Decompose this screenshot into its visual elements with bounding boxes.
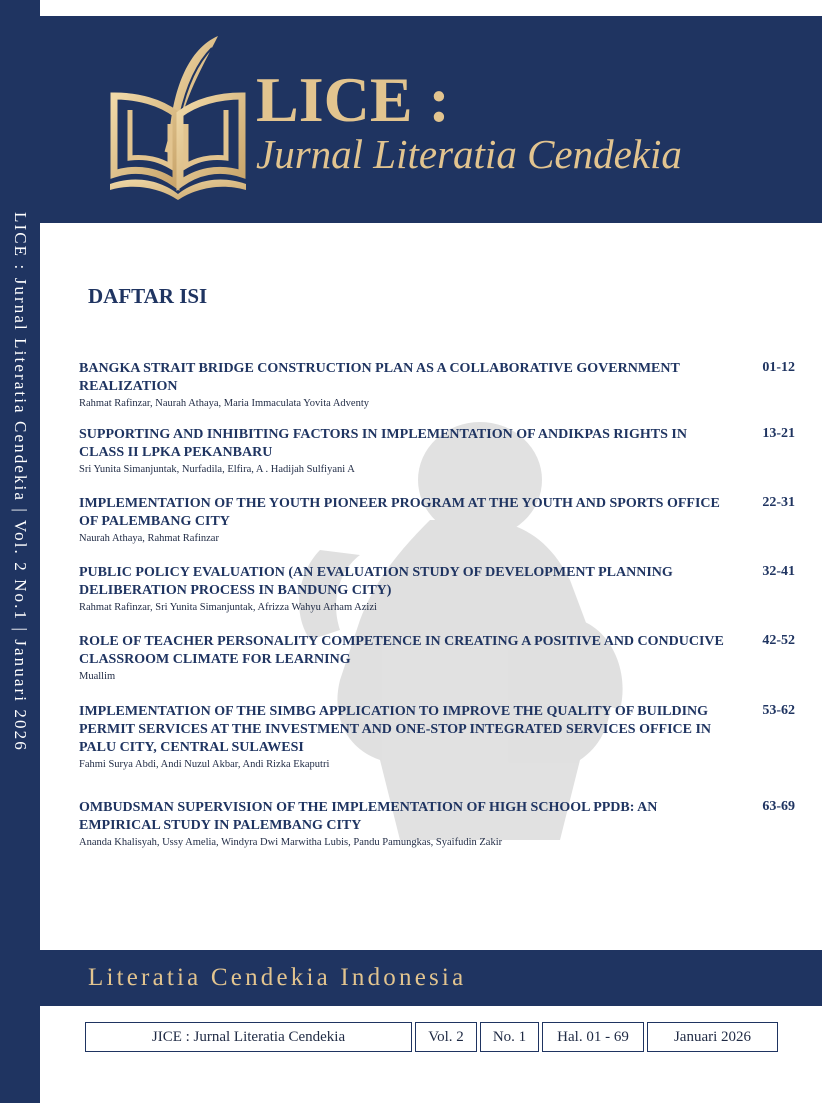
article-pages: 53-62 xyxy=(762,703,795,718)
publisher-band xyxy=(40,950,822,1006)
article-authors: Ananda Khalisyah, Ussy Amelia, Windyra Dwi Marwitha Lubis, Pandu Pamungkas, Syaifudin Zakir xyxy=(79,837,503,848)
toc-heading: DAFTAR ISI xyxy=(88,284,208,308)
article-title[interactable]: IMPLEMENTATION OF THE YOUTH PIONEER PROGRAM AT THE YOUTH AND SPORTS OFFICE OF PALEMBANG CITY xyxy=(79,496,720,529)
toc-entry[interactable] xyxy=(79,564,799,614)
article-authors: Naurah Athaya, Rahmat Rafinzar xyxy=(79,533,219,544)
toc-entry[interactable] xyxy=(79,703,799,771)
quill-book-icon xyxy=(108,34,248,204)
article-title[interactable]: SUPPORTING AND INHIBITING FACTORS IN IMPLEMENTATION OF ANDIKPAS RIGHTS IN CLASS II LPKA PEKANBARU xyxy=(79,427,687,460)
journal-name-box: JICE : Jurnal Literatia Cendekia xyxy=(85,1022,412,1052)
header-banner xyxy=(40,16,822,223)
spine-text: LICE : Jurnal Literatia Cendekia | Vol. 2 No.1 | Januari 2026 xyxy=(11,212,30,752)
article-pages: 42-52 xyxy=(762,633,795,648)
article-authors: Rahmat Rafinzar, Naurah Athaya, Maria Immaculata Yovita Adventy xyxy=(79,398,369,409)
toc-entry[interactable] xyxy=(79,799,799,849)
statue-watermark xyxy=(280,420,640,840)
toc-entry[interactable] xyxy=(79,426,799,476)
article-title[interactable]: PUBLIC POLICY EVALUATION (AN EVALUATION STUDY OF DEVELOPMENT PLANNING DELIBERATION PROCESS IN BANDUNG CITY) xyxy=(79,565,673,598)
article-authors: Muallim xyxy=(79,671,116,682)
spine-bar xyxy=(0,0,40,1103)
date-box: Januari 2026 xyxy=(647,1022,778,1052)
article-title[interactable]: ROLE OF TEACHER PERSONALITY COMPETENCE IN CREATING A POSITIVE AND CONDUCIVE CLASSROOM CLIMATE FOR LEARNING xyxy=(79,634,724,667)
volume-box: Vol. 2 xyxy=(415,1022,477,1052)
article-pages: 22-31 xyxy=(762,495,795,510)
journal-logo-subtitle: Jurnal Literatia Cendekia xyxy=(256,131,682,177)
pages-box: Hal. 01 - 69 xyxy=(542,1022,644,1052)
article-authors: Rahmat Rafinzar, Sri Yunita Simanjuntak, Afrizza Wahyu Arham Azizi xyxy=(79,602,377,613)
toc-entry[interactable] xyxy=(79,360,799,410)
article-pages: 32-41 xyxy=(762,564,795,579)
toc-entry[interactable] xyxy=(79,495,799,545)
article-pages: 63-69 xyxy=(762,799,795,814)
article-title[interactable]: IMPLEMENTATION OF THE SIMBG APPLICATION TO IMPROVE THE QUALITY OF BUILDING PERMIT SERVICES AT THE INVESTMENT AND ONE-STOP INTEGRATED SERVICES OFFICE IN PALU CITY, CENTRAL SULAWESI xyxy=(79,704,712,755)
article-pages: 01-12 xyxy=(762,360,795,375)
journal-logo-title: LICE : xyxy=(256,64,450,135)
article-title[interactable]: OMBUDSMAN SUPERVISION OF THE IMPLEMENTATION OF HIGH SCHOOL PPDB: AN EMPIRICAL STUDY IN PALEMBANG CITY xyxy=(79,800,658,833)
article-pages: 13-21 xyxy=(762,426,795,441)
number-box: No. 1 xyxy=(480,1022,539,1052)
toc-entry[interactable] xyxy=(79,633,799,683)
article-authors: Fahmi Surya Abdi, Andi Nuzul Akbar, Andi Rizka Ekaputri xyxy=(79,759,330,770)
article-title[interactable]: BANGKA STRAIT BRIDGE CONSTRUCTION PLAN AS A COLLABORATIVE GOVERNMENT REALIZATION xyxy=(79,361,680,394)
publisher-name: Literatia Cendekia Indonesia xyxy=(88,964,467,991)
article-authors: Sri Yunita Simanjuntak, Nurfadila, Elfira, A . Hadijah Sulfiyani A xyxy=(79,464,355,475)
